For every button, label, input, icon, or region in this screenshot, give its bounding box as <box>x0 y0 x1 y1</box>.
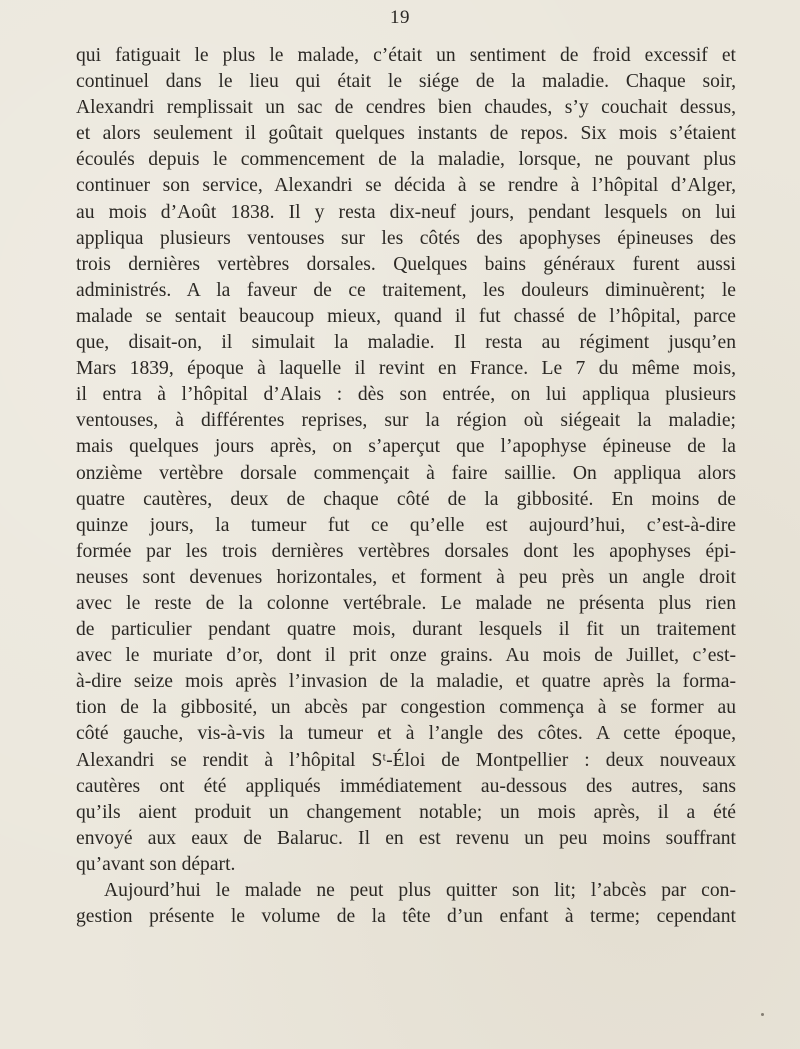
paper-speck <box>761 1013 764 1016</box>
text-line: et alors seulement il goûtait quelques instants de repos. Six mois s’étaient <box>76 123 736 145</box>
text-line: malade se sentait beaucoup mieux, quand il fut chassé de l’hôpital, parce <box>76 305 736 327</box>
text-line: continuel dans le lieu qui était le siége de la maladie. Chaque soir, <box>76 71 736 93</box>
text-line: tion de la gibbosité, un abcès par congestion commença à se former au <box>76 697 736 719</box>
text-line: quatre cautères, deux de chaque côté de la gibbosité. En moins de <box>76 488 736 510</box>
text-line: avec le muriate d’or, dont il prit onze grains. Au mois de Juillet, c’est- <box>76 645 736 667</box>
text-line: neuses sont devenues horizontales, et forment à peu près un angle droit <box>76 566 736 588</box>
text-line-paragraph-end: qu’avant son départ. <box>76 853 236 875</box>
text-line: formée par les trois dernières vertèbres dorsales dont les apophyses épi- <box>76 540 736 562</box>
text-line: il entra à l’hôpital d’Alais : dès son entrée, on lui appliqua plusieurs <box>76 384 736 406</box>
text-line: cautères ont été appliqués immédiatement au-dessous des autres, sans <box>76 775 736 797</box>
text-line: administrés. A la faveur de ce traitement, les douleurs diminuèrent; le <box>76 279 736 301</box>
text-line: côté gauche, vis-à-vis la tumeur et à l’angle des côtes. A cette époque, <box>76 723 736 745</box>
page-number: 19 <box>390 7 410 28</box>
text-line: Alexandri remplissait un sac de cendres bien chaudes, s’y couchait dessus, <box>76 97 736 119</box>
text-line: que, disait-on, il simulait la maladie. Il resta au régiment jusqu’en <box>76 332 736 354</box>
text-line: au mois d’Août 1838. Il y resta dix-neuf jours, pendant lesquels on lui <box>76 201 736 223</box>
text-line: onzième vertèbre dorsale commençait à faire saillie. On appliqua alors <box>76 462 736 484</box>
paper-speck <box>676 703 678 705</box>
text-line: qu’ils aient produit un changement notable; un mois après, il a été <box>76 801 736 823</box>
text-line: mais quelques jours après, on s’aperçut que l’apophyse épineuse de la <box>76 436 736 458</box>
text-line: de particulier pendant quatre mois, durant lesquels il fit un traitement <box>76 619 736 641</box>
text-line: ventouses, à différentes reprises, sur la région où siégeait la maladie; <box>76 410 736 432</box>
text-line-paragraph-start: Aujourd’hui le malade ne peut plus quitter son lit; l’abcès par con- <box>104 880 736 901</box>
text-line: continuer son service, Alexandri se décida à se rendre à l’hôpital d’Alger, <box>76 175 736 197</box>
text-line: à-dire seize mois après l’invasion de la maladie, et quatre après la forma- <box>76 671 736 693</box>
text-line: quinze jours, la tumeur fut ce qu’elle est aujourd’hui, c’est-à-dire <box>76 514 736 536</box>
text-line: Mars 1839, époque à laquelle il revint en France. Le 7 du même mois, <box>76 358 736 380</box>
text-line: qui fatiguait le plus le malade, c’était un sentiment de froid excessif et <box>76 45 736 66</box>
text-line: écoulés depuis le commencement de la maladie, lorsque, ne pouvant plus <box>76 149 736 171</box>
text-line: appliqua plusieurs ventouses sur les côtés des apophyses épineuses des <box>76 227 736 249</box>
text-line: gestion présente le volume de la tête d’un enfant à terme; cependant <box>76 906 736 928</box>
text-line: trois dernières vertèbres dorsales. Quelques bains généraux furent aussi <box>76 253 736 275</box>
text-line: Alexandri se rendit à l’hôpital Sᵗ-Éloi de Montpellier : deux nouveaux <box>76 749 736 771</box>
text-line: envoyé aux eaux de Balaruc. Il en est revenu un peu moins souffrant <box>76 827 736 849</box>
body-text <box>76 43 736 930</box>
text-line: avec le reste de la colonne vertébrale. Le malade ne présenta plus rien <box>76 592 736 614</box>
